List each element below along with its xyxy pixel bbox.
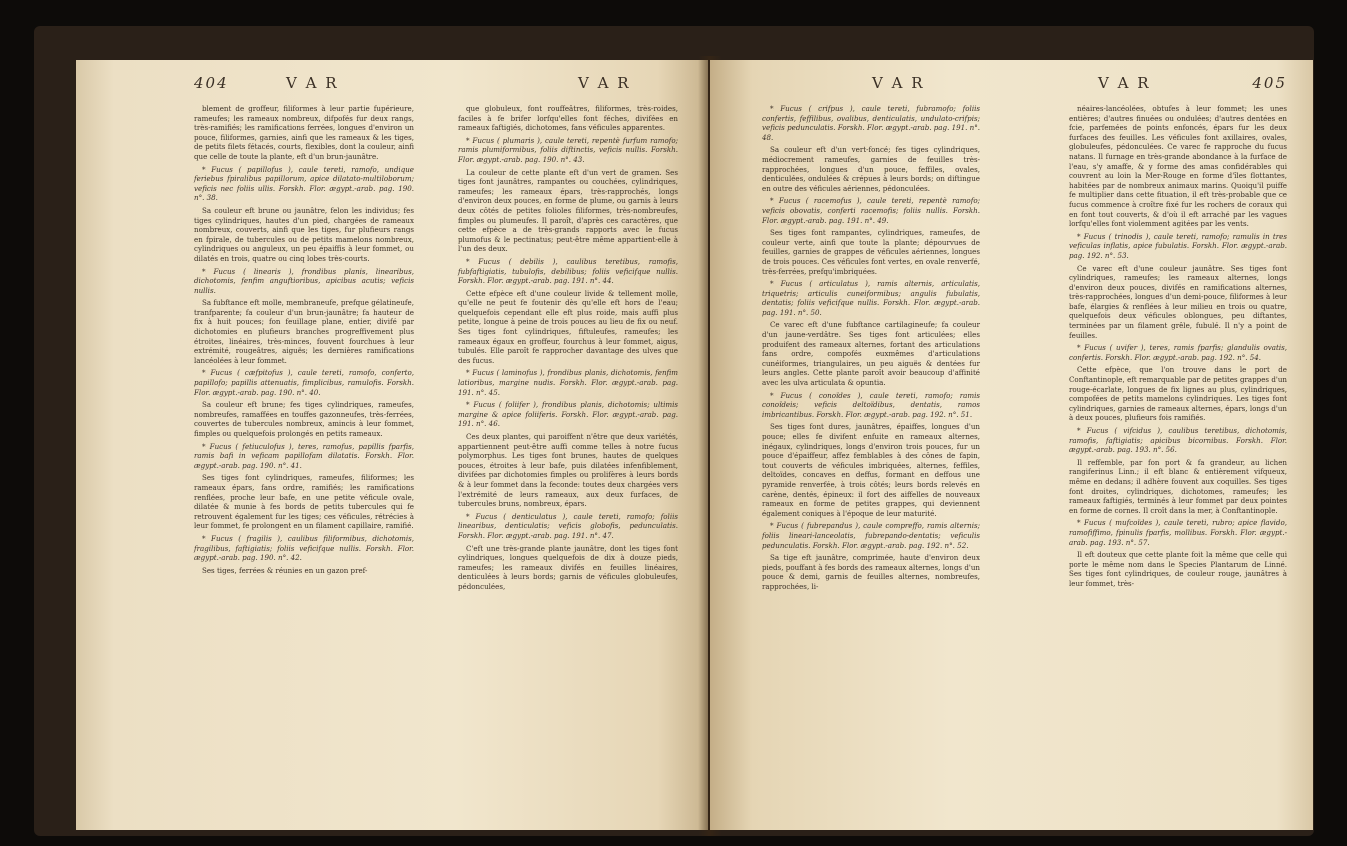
species-entry: * Fucus ( linearis ), frondibus planis, linearibus, dichotomis, fenfim anguftioribus, apicibus acutis; veficis nullis. [194,266,414,295]
species-entry: * Fucus ( papillofus ), caule tereti, ramofo, undique feriebus fpiralibus papillorum, apice dilatato-multiloborum; veficis nec foliis ullis. Forskh. Flor. ægypt.-arab. pag. 190. n°. 38. [194,164,414,203]
description-paragraph: La couleur de cette plante eft d'un vert de gramen. Ses tiges font jaunâtres, rampantes ou couchées, cylindriques, rameufes; les rameaux épars, très-rapprochés, longs d'environ deux pouces, en forme de plume, ou garnis à leurs deux côtés de petites folioles filiformes, très-nombreufes, fimples ou plumeufes. Il paroît, d'après ces caractères, que cette efpèce a de très-grands rapports avec le fucus plumofus & le pectinatus; peut-être même appartient-elle à l'un des deux. [458,167,678,254]
description-paragraph: Cette efpèce, que l'on trouve dans le port de Conftantinople, eft remarquable par de petites grappes d'un rouge-écarlate, longues de fix lignes au plus, cylindriques, compofées de petits mamelons cylindriques. Les tiges font cylindriques, garnies de rameaux alternes, épars, longs d'un à deux pouces, plufieurs fois ramifiés. [1069,365,1287,423]
description-paragraph: Ses tiges font rampantes, cylindriques, rameufes, de couleur verte, ainfi que toute la plante; dépourvues de feuilles, garnies de grappes de véficules aériennes, longues de trois pouces. Ces véficules font vertes, en ovale renverfé, très-ferrées, prefqu'imbriquées. [762,228,980,276]
description-paragraph: Sa couleur eft brune; fes tiges cylindriques, rameufes, nombreufes, ramaffées en touffes gazonneufes, très-ferrées, couvertes de tubercules nombreux, amincis à leur fommet, fimples ou quelquefois prolongés en petits rameaux. [194,400,414,438]
species-entry: * Fucus ( fetiuculofus ), teres, ramofus, papillis fparfis, ramis bafi in veficam papillofam dilatatis. Forskh. Flor. ægypt.-arab. pag. 190. n°. 41. [194,441,414,470]
species-entry: * Fucus ( laminofus ), frondibus planis, dichotomis, fenfim latioribus, margine nudis. Forskh. Flor. ægypt.-arab. pag. 191. n°. 45. [458,368,678,397]
description-paragraph: Ses tiges font dures, jaunâtres, épaiffes, longues d'un pouce; elles fe divifent enfuite en rameaux alternes, inégaux, cylindriques, longs d'environ trois pouces, fur un pouce d'épaiffeur, affez femblables à des cônes de fapin, tout couverts de véficules imbriquées, alternes, feffiles, deltoïdes, concaves en deffus, formant en deffous une pyramide renverfée, à trois côtés; leurs bords relevés en carène, dentés, épineux: il fort des aiffelles de nouveaux rameaux en forme de petites grappes, qui deviennent également coniques à l'époque de leur maturité. [762,422,980,518]
description-paragraph: Ce varec eft d'une couleur jaunâtre. Ses tiges font cylindriques, rameufes; les rameaux alternes, longs d'environ deux pouces, divifés en ramifications alternes, très-rapprochées, longues d'un demi-pouce, filiformes à leur bafe, élargies & renflées à leur milieu en trois ou quatre, quelquefois deux véficules oblongues, peu diftantes, terminées par un filament grêle, fubulé. Il n'y a point de feuilles. [1069,263,1287,340]
left-page [76,60,708,830]
left-header-word-2: V A R [578,74,631,92]
species-entry: * Fucus ( trinodis ), caule tereti, ramofo; ramulis in tres veficulas inflatis, apice fubulatis. Forskh. Flor. ægypt.-arab. pag. 192. n°. 53. [1069,231,1287,260]
description-paragraph: Cette efpèce eft d'une couleur livide & tellement molle, qu'elle ne peut fe foutenir dès qu'elle eft hors de l'eau; quelquefois cependant elle eft plus roide, mais auffi plus petite, longue à peine de trois pouces au lieu de fix ou neuf. Ses tiges font cylindriques, fiftuleufes, rameufes; les rameaux égaux en groffeur, fourchus à leur fommet, aigus, tubulés. Elle paroît fe rapprocher davantage des ulves que des fucus. [458,288,678,365]
species-entry: * Fucus ( foliifer ), frondibus planis, dichotomis; ultimis margine & apice foliiferis. Forskh. Flor. ægypt.-arab. pag. 191. n°. 46. [458,400,678,429]
right-running-head [762,74,1287,104]
left-running-head [194,74,678,104]
species-entry: * Fucus ( uvifer ), teres, ramis fparfis; glandulis ovatis, confertis. Forskh. Flor. ægypt.-arab. pag. 192. n°. 54. [1069,343,1287,362]
description-paragraph: Ces deux plantes, qui paroiffent n'être que deux variétés, appartiennent peut-être auffi comme telles à notre fucus polymorphus. Les tiges font brunes, hautes de quelques pouces, étroites à leur bafe, puis dilatées infenfiblement, divifées par dichotomies fimples ou prolifères à leurs bords & à leur fommet dans la feconde: toutes deux chargées vers l'extrémité de leurs rameaux, aux deux furfaces, de tubercules bruns, nombreux, épars. [458,432,678,509]
description-paragraph: Sa fubftance eft molle, membraneufe, prefque gélatineufe, tranfparente; fa couleur d'un brun-jaunâtre; fa hauteur de fix à huit pouces; fon feuillage plane, entier, divifé par dichotomies en plufieurs branches progreffivement plus étroites, linéaires, très-minces, fouvent fourchues à leur extrémité, rougeâtres, aiguës; les dernières ramifications lancéolées à leur fommet. [194,298,414,365]
description-paragraph: Il eft douteux que cette plante foit la même que celle qui porte le même nom dans le Species Plantarum de Linné. Ses tiges font cylindriques, de couleur rouge, jaunâtres à leur fommet, très- [1069,550,1287,588]
right-header-word-2: V A R [1098,74,1151,92]
description-paragraph: néaires-lancéolées, obtufes à leur fommet; les unes entières; d'autres finuées ou ondulées; d'autres dentées en fcie, parfemées de points enfoncés, épars fur les deux furfaces des feuilles. Les véficules font axillaires, ovales, globuleufes, pédonculées. Ce varec fe rapproche du fucus natans. Il furnage en très-grande abondance à la furface de l'eau, s'y amaffe, & y forme des amas confidérables qui couvrent au loin la Mer-Rouge en forme d'îles flottantes, habitées par de nombreux animaux marins. Quoiqu'il puiffe fe multiplier dans cette fituation, il eft très-probable que ce fucus commence à croître fixé fur les rochers de coraux qui en font tout couverts, & d'où il eft arraché par les vagues lorfqu'elles font violemment agitées par les vents. [1069,104,1287,229]
right-column-1 [762,104,980,595]
description-paragraph: Sa couleur eft brune ou jaunâtre, felon les individus; fes tiges cylindriques, hautes d'un pied, chargées de rameaux nombreux, couverts, ainfi que les tiges, fur plufieurs rangs en fpirale, de tubercules ou de petits mamelons nombreux, cylindriques ou anguleux, un peu épaiffis à leur fommet, ou dilatés en trois, quatre ou cinq lobes très-courts. [194,205,414,263]
description-paragraph: Sa tige eft jaunâtre, comprimée, haute d'environ deux pieds, pouffant à fes bords des rameaux alternes, longs d'un pouce & demi, garnis de feuilles alternes, nombreufes, rapprochées, li- [762,553,980,591]
description-paragraph: blement de groffeur, filiformes à leur partie fupérieure, rameufes; les rameaux nombreux, difpofés fur deux rangs, très-ramifiés; les ramifications ferrées, longues d'environ un pouce, filiformes, garnies, ainfi que les rameaux & les tiges, de petits filets fétacés, courts, flexibles, dont la couleur, ainfi que celle de toute la plante, eft d'un brun-jaunâtre. [194,104,414,161]
species-entry: * Fucus ( fragilis ), caulibus filiformibus, dichotomis, fragilibus, faftigiatis; foliis veficifque nullis. Forskh. Flor. ægypt.-arab. pag. 190. n°. 42. [194,533,414,563]
species-entry: * Fucus ( crifpus ), caule tereti, fubramofo; foliis confertis, feffilibus, ovalibus, denticulatis, undulato-crifpis; veficis pedunculatis. Forskh. Flor. ægypt.-arab. pag. 191. n°. 48. [762,104,980,142]
description-paragraph: Il reffemble, par fon port & fa grandeur, au lichen rangiferinus Linn.; il eft blanc & entièrement vifqueux, même en dedans; il adhère fouvent aux coquilles. Ses tiges font droites, cylindriques, dichotomes, rameufes; les rameaux faftigiés, terminés à leur fommet par deux pointes en forme de cornes. Il croît dans la mer, à Conftantinople. [1069,457,1287,515]
left-page-number: 404 [194,74,229,92]
right-column-2 [1069,104,1287,595]
description-paragraph: C'eft une très-grande plante jaunâtre, dont les tiges font cylindriques, longues quelquefois de dix à douze pieds, rameufes; les rameaux divifés en feuilles linéaires, denticulées à leurs bords; garnis de véficules globuleufes, pédonculées, [458,543,678,591]
right-header-word-1: V A R [872,74,925,92]
description-paragraph: Ses tiges, ferrées & réunies en un gazon pref- [202,565,368,575]
left-column-2 [458,104,678,595]
left-column-1 [194,104,414,595]
left-header-word-1: V A R [286,74,339,92]
description-paragraph: Sa couleur eft d'un vert-foncé; fes tiges cylindriques, médiocrement rameufes, garnies de feuilles très-rapprochées, longues d'un pouce, feffiles, ovales, denticulées, ondulées & crépues à leurs bords; on diftingue en outre des véficules aériennes, pédonculées. [762,145,980,193]
book [34,26,1314,836]
species-entry: * Fucus ( fubrepandus ), caule compreffo, ramis alternis; foliis lineari-lanceolatis, fubrepando-dentatis; veficulis pedunculatis. Forskh. Flor. ægypt.-arab. pag. 192. n°. 52. [762,521,980,550]
species-entry: * Fucus ( plumaris ), caule tereti, repentè furfum ramofo; ramis plumiformibus, foliis diftinctis, veficis nullis. Forskh. Flor. ægypt.-arab. pag. 190. n°. 43. [458,135,678,164]
right-page-number: 405 [1252,74,1287,92]
species-entry: * Fucus ( denticulatus ), caule tereti, ramofo; foliis linearibus, denticulatis; veficis globofis, pedunculatis. Forskh. Flor. ægypt.-arab. pag. 191. n°. 47. [458,511,678,540]
description-paragraph: Ses tiges font cylindriques, rameufes, filiformes; les rameaux épars, fans ordre, ramifiés; les ramifications renflées, proche leur bafe, en une petite véficule ovale, dilatée & munie à fes bords de petits tubercules qui fe retrouvent également fur les tiges; ces véficules, rétrécies à leur fommet, fe prolongent en un filament capillaire, ramifié. [194,473,414,531]
species-entry: * Fucus ( racemofus ), caule tereti, repentè ramofo; veficis obovatis, conferti racemofis; foliis nullis. Forskh. Flor. ægypt.-arab. pag. 191. n°. 49. [762,196,980,225]
species-entry: * Fucus ( debilis ), caulibus teretibus, ramofis, fubfaftigiatis, tubulofis, debilibus; foliis veficifque nullis. Forskh. Flor. ægypt.-arab. pag. 191. n°. 44. [458,256,678,286]
right-page [710,60,1313,830]
species-entry: * Fucus ( mufcoïdes ), caule tereti, rubro; apice flavido, ramofiffimo, fpinulis fparfis, mollibus. Forskh. Flor. ægypt.-arab. pag. 193. n°. 57. [1069,518,1287,547]
species-entry: * Fucus ( vifcidus ), caulibus teretibus, dichotomis, ramofis, faftigiatis; apicibus bicornibus. Forskh. Flor. ægypt.-arab. pag. 193. n°. 56. [1069,426,1287,455]
species-entry: * Fucus ( articulatus ), ramis alternis, articulatis, triquetris; articulis cuneiformibus; angulis fubulatis, dentatis; foliis veficifque nullis. Forskh. Flor. ægypt.-arab. pag. 191. n°. 50. [762,279,980,317]
species-entry: * Fucus ( cæfpitofus ), caule tereti, ramofo, conferto, papillofo; papillis attenuatis, fimplicibus, ramulofis. Forskh. Flor. ægypt.-arab. pag. 190. n°. 40. [194,368,414,397]
species-entry: * Fucus ( conoïdes ), caule tereti, ramofo; ramis conoïdeis; veficis deltoïdibus, dentatis, ramos imbricantibus. Forskh. Flor. ægypt.-arab. pag. 192. n°. 51. [762,390,980,419]
description-paragraph: Ce varec eft d'une fubftance cartilagineufe; fa couleur d'un jaune-verdâtre. Ses tiges font articulées; elles produifent des rameaux alternes, fortant des articulations fans ordre, compofés euxmêmes d'articulations cunéiformes, triangulaires, un peu aiguës & dentées fur leurs angles. Cette plante paroît avoir beaucoup d'affinité avec les ulva articulata & opuntia. [762,320,980,388]
description-paragraph: que globuleux, font rouffeâtres, filiformes, très-roides, faciles à fe brifer lorfqu'elles font féches, divifées en rameaux faftigiés, dichotomes, fans véficules apparentes. [458,104,678,133]
